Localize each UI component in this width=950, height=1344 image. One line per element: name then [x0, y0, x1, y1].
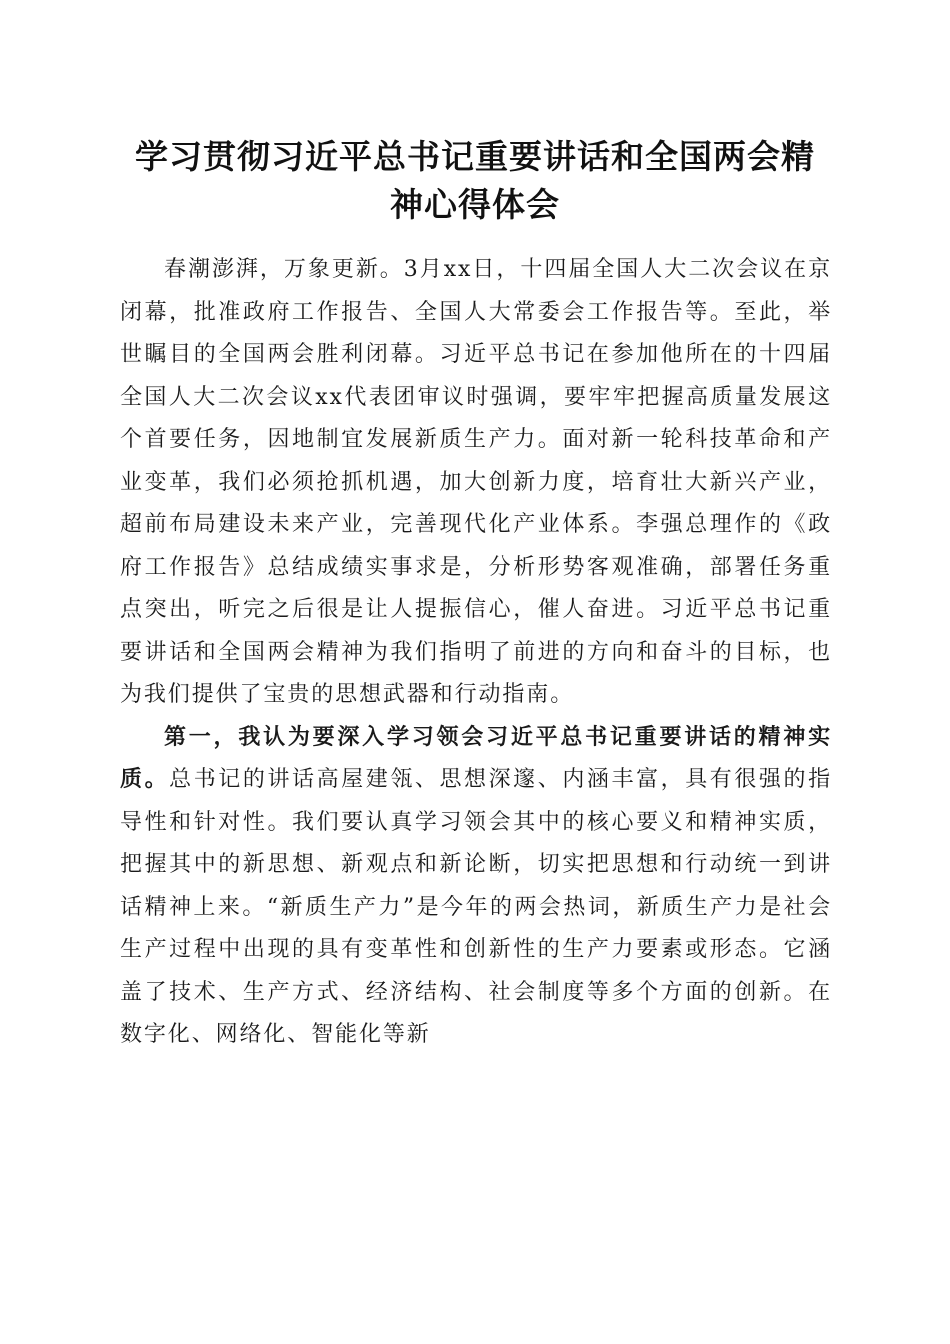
document-body — [120, 249, 832, 1057]
paragraph-lead: 第一，我认为要深入学习领会习近平总书记重要讲话的精神实质。 — [120, 724, 832, 792]
title-line-1: 学习贯彻习近平总书记重要讲话和全国两会精 — [135, 137, 815, 176]
paragraph-text: 春潮澎湃，万象更新。3月xx日，十四届全国人大二次会议在京闭幕，批准政府工作报告、全国人大常委会工作报告等。至此，举世瞩目的全国两会胜利闭幕。习近平总书记在参加他所在的十四届全国人大二次会议xx代表团审议时强调，要牢牢把握高质量发展这个首要任务，因地制宜发展新质生产力。面对新一轮科技革命和产业变革，我们必须抢抓机遇，加大创新力度，培育壮大新兴产业，超前布局建设未来产业，完善现代化产业体系。李强总理作的《政府工作报告》总结成绩实事求是，分析形势客观准确，部署任务重点突出，听完之后很是让人提振信心，催人奋进。习近平总书记重要讲话和全国两会精神为我们指明了前进的方向和奋斗的目标，也为我们提供了宝贵的思想武器和行动指南。 — [120, 257, 832, 707]
paragraph-text: 总书记的讲话高屋建瓴、思想深邃、内涵丰富，具有很强的指导性和针对性。我们要认真学习领会其中的核心要义和精神实质，把握其中的新思想、新观点和新论断，切实把思想和行动统一到讲话精神上来。“新质生产力”是今年的两会热词，新质生产力是社会生产过程中出现的具有变革性和创新性的生产力要素或形态。它涵盖了技术、生产方式、经济结构、社会制度等多个方面的创新。在数字化、网络化、智能化等新 — [120, 767, 832, 1047]
document-title — [100, 133, 850, 229]
paragraph-first-point — [120, 717, 832, 1057]
title-line-2: 神心得体会 — [390, 185, 560, 224]
paragraph-intro — [120, 249, 832, 717]
